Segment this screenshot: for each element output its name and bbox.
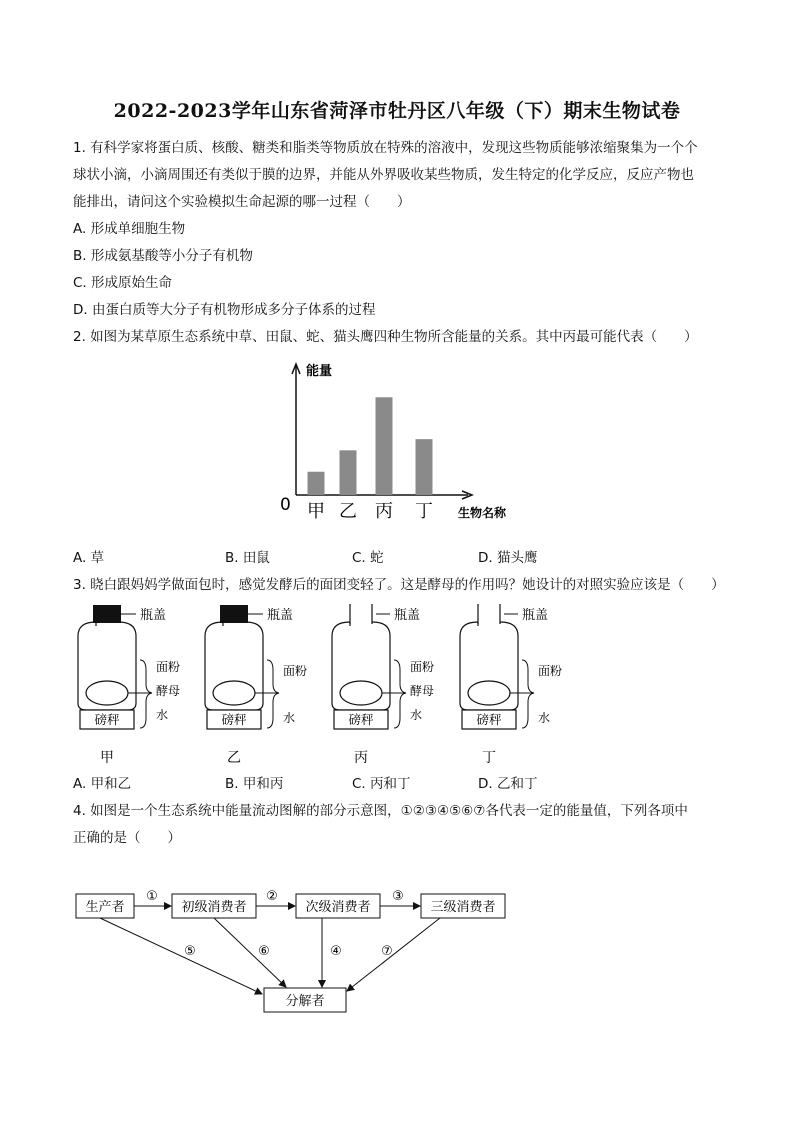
x-tick-label-3: 丙 (375, 501, 393, 522)
question-2-option-c: C. 蛇 (352, 550, 384, 566)
question-2-option-b: B. 田鼠 (225, 550, 270, 566)
arrow-7-label: ⑦ (381, 944, 393, 959)
bottle-4 (460, 604, 562, 766)
node-tertiary-consumer-label: 三级消费者 (430, 900, 496, 915)
bar-2 (340, 450, 357, 495)
bottle-1 (78, 605, 180, 766)
question-3-option-a: A. 甲和乙 (73, 776, 132, 792)
energy-bar-chart (270, 356, 530, 526)
page-title: 2022-2023学年山东省菏泽市牡丹区八年级（下）期末生物试卷 (113, 100, 681, 122)
arrow-5-label: ⑤ (184, 944, 196, 959)
node-secondary-consumer-label: 次级消费者 (305, 900, 371, 915)
content-label: 酵母 (410, 684, 435, 698)
bar-1 (308, 472, 325, 495)
bottle-label: 丁 (482, 750, 496, 766)
cap-label: 瓶盖 (140, 608, 167, 623)
energy-flow-diagram (0, 870, 794, 1030)
bottle-cap (93, 605, 121, 623)
content-label: 水 (283, 711, 296, 725)
content-label: 水 (538, 711, 551, 725)
dough (340, 681, 382, 705)
question-4-line-2: 正确的是（ ） (73, 830, 181, 846)
dough (86, 681, 128, 705)
x-tick-label-1: 甲 (307, 501, 325, 522)
bottle-label: 甲 (100, 750, 114, 766)
node-primary-consumer-label: 初级消费者 (181, 900, 247, 915)
content-label: 面粉 (410, 660, 435, 674)
content-label: 面粉 (538, 664, 563, 678)
bottle-2 (205, 605, 307, 766)
bottle-label: 乙 (227, 750, 241, 766)
content-label: 面粉 (283, 664, 308, 678)
arrow-1-label: ① (146, 889, 158, 904)
question-1-line-3: 能排出，请问这个实验模拟生命起源的哪一过程（ ） (73, 194, 411, 210)
origin-label: 0 (280, 495, 291, 515)
scale-label: 磅秤 (476, 712, 502, 727)
scale-label: 磅秤 (348, 712, 374, 727)
question-2-option-d: D. 猫头鹰 (478, 550, 538, 566)
question-1-option-d: D. 由蛋白质等大分子有机物形成多分子体系的过程 (73, 302, 376, 318)
scale-label: 磅秤 (221, 712, 247, 727)
content-label: 水 (410, 708, 423, 722)
question-2-option-a: A. 草 (73, 550, 105, 566)
arrow-6-label: ⑥ (258, 944, 270, 959)
question-3-option-c: C. 丙和丁 (352, 776, 411, 792)
x-tick-label-4: 丁 (415, 501, 433, 522)
content-label: 面粉 (156, 660, 181, 674)
question-1-line-1: 1. 有科学家将蛋白质、核酸、糖类和脂类等物质放在特殊的溶液中，发现这些物质能够浓缩聚集为一个个 (73, 140, 698, 156)
question-1-option-a: A. 形成单细胞生物 (73, 221, 186, 237)
scale-label: 磅秤 (94, 712, 120, 727)
content-label: 水 (156, 708, 169, 722)
arrow-4-label: ④ (330, 944, 342, 959)
cap-label: 瓶盖 (522, 608, 549, 623)
question-4-line-1: 4. 如图是一个生态系统中能量流动图解的部分示意图，①②③④⑤⑥⑦各代表一定的能量值，下列各项中 (73, 803, 688, 819)
cap-label: 瓶盖 (267, 608, 294, 623)
dough (468, 681, 510, 705)
question-2-stem: 2. 如图为某草原生态系统中草、田鼠、蛇、猫头鹰四种生物所含能量的关系。其中丙最可能代表（ ） (73, 329, 698, 345)
x-axis-label: 生物名称 (458, 506, 507, 520)
question-1-option-c: C. 形成原始生命 (73, 275, 173, 291)
node-producer-label: 生产者 (85, 900, 125, 915)
bar-3 (376, 397, 393, 495)
x-tick-label-2: 乙 (339, 501, 357, 522)
arrow-2-label: ② (266, 889, 278, 904)
dough (213, 681, 255, 705)
bottle-label: 丙 (354, 750, 368, 766)
question-3-stem: 3. 晓白跟妈妈学做面包时，感觉发酵后的面团变轻了。这是酵母的作用吗？她设计的对照实验应该是（ ） (73, 577, 725, 593)
question-3-option-d: D. 乙和丁 (478, 776, 538, 792)
question-1-option-b: B. 形成氨基酸等小分子有机物 (73, 248, 253, 264)
yeast-experiment-figure (60, 598, 740, 773)
bottle-3 (332, 604, 434, 766)
question-1-line-2: 球状小滴，小滴周围还有类似于膜的边界，并能从外界吸收某些物质，发生特定的化学反应，反应产物也 (73, 167, 694, 183)
cap-label: 瓶盖 (394, 608, 421, 623)
arrow-5 (100, 918, 262, 994)
arrow-3-label: ③ (392, 889, 404, 904)
y-axis-label: 能量 (306, 364, 333, 379)
question-3-option-b: B. 甲和丙 (225, 776, 284, 792)
arrow-7 (347, 918, 440, 991)
bar-4 (416, 439, 433, 495)
bottle-cap (220, 605, 248, 623)
node-decomposer-label: 分解者 (285, 994, 325, 1009)
content-label: 酵母 (156, 684, 181, 698)
